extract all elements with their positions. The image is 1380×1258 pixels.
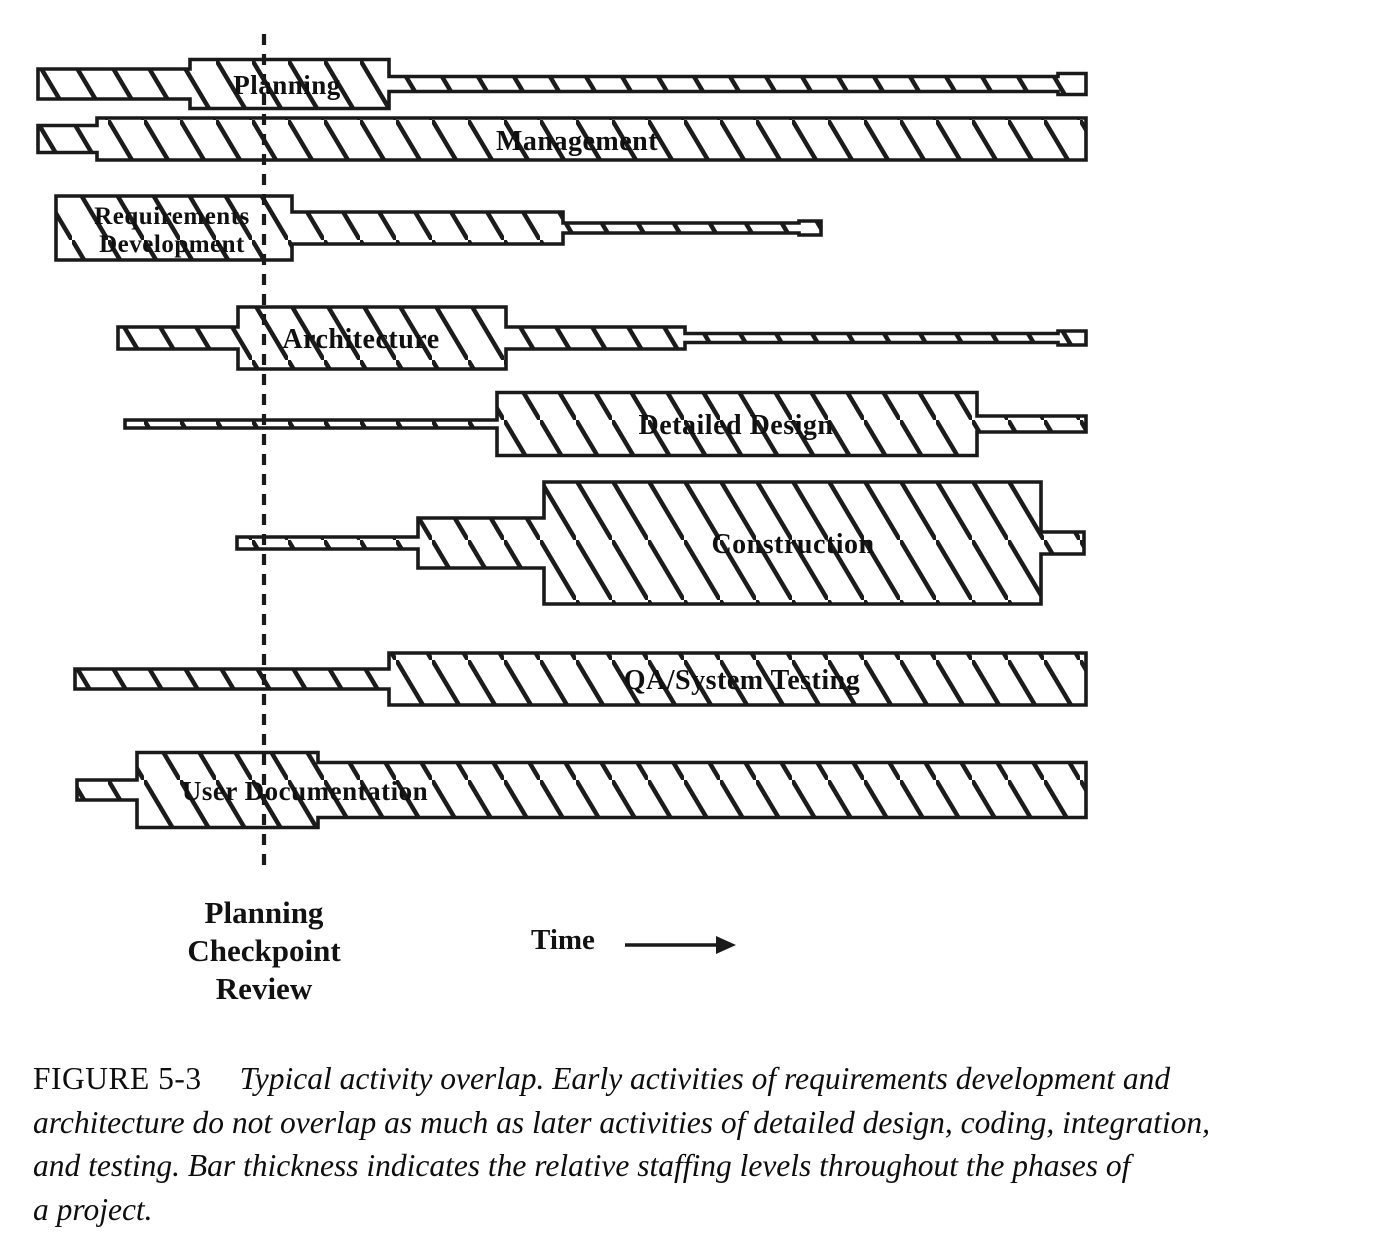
figure-caption (33, 1057, 1368, 1231)
checkpoint-line-3: Review (215, 971, 313, 1006)
activity-bars (38, 60, 1086, 828)
planning-checkpoint-review-label (148, 894, 380, 1008)
activity-label-construction: Construction (711, 529, 875, 560)
activity-bar-construction (237, 482, 1084, 604)
time-arrow-head (716, 936, 736, 954)
activity-label-planning: Planning (233, 70, 341, 100)
caption-line-2: architecture do not overlap as much as later activities of detailed design, coding, integration, (33, 1104, 1210, 1140)
caption-line-3: and testing. Bar thickness indicates the relative staffing levels throughout the phases of (33, 1148, 1131, 1183)
activity-label-detailed-design: Detailed Design (638, 410, 834, 441)
activity-label-management: Management (495, 126, 659, 157)
activity-bar-qa-system-testing (75, 653, 1086, 705)
caption-text-1: Typical activity overlap. Early activities of requirements development and (239, 1061, 1171, 1096)
time-axis-label: Time (531, 924, 595, 956)
activity-label-requirements-development: Requirements (94, 203, 250, 230)
caption-line-1 (33, 1057, 1368, 1101)
checkpoint-line-2: Checkpoint (187, 933, 341, 968)
activity-label-requirements-development: Development (99, 231, 245, 258)
activity-bar-planning (38, 60, 1086, 109)
activity-bar-detailed-design (125, 393, 1086, 456)
activity-label-user-documentation: User Documentation (181, 776, 429, 806)
figure-number-label: FIGURE 5-3 (33, 1061, 202, 1096)
activity-label-qa-system-testing: QA/System Testing (623, 665, 861, 696)
checkpoint-line-1: Planning (204, 895, 324, 930)
caption-line-4: a project. (33, 1191, 153, 1227)
activity-label-architecture: Architecture (282, 324, 440, 355)
